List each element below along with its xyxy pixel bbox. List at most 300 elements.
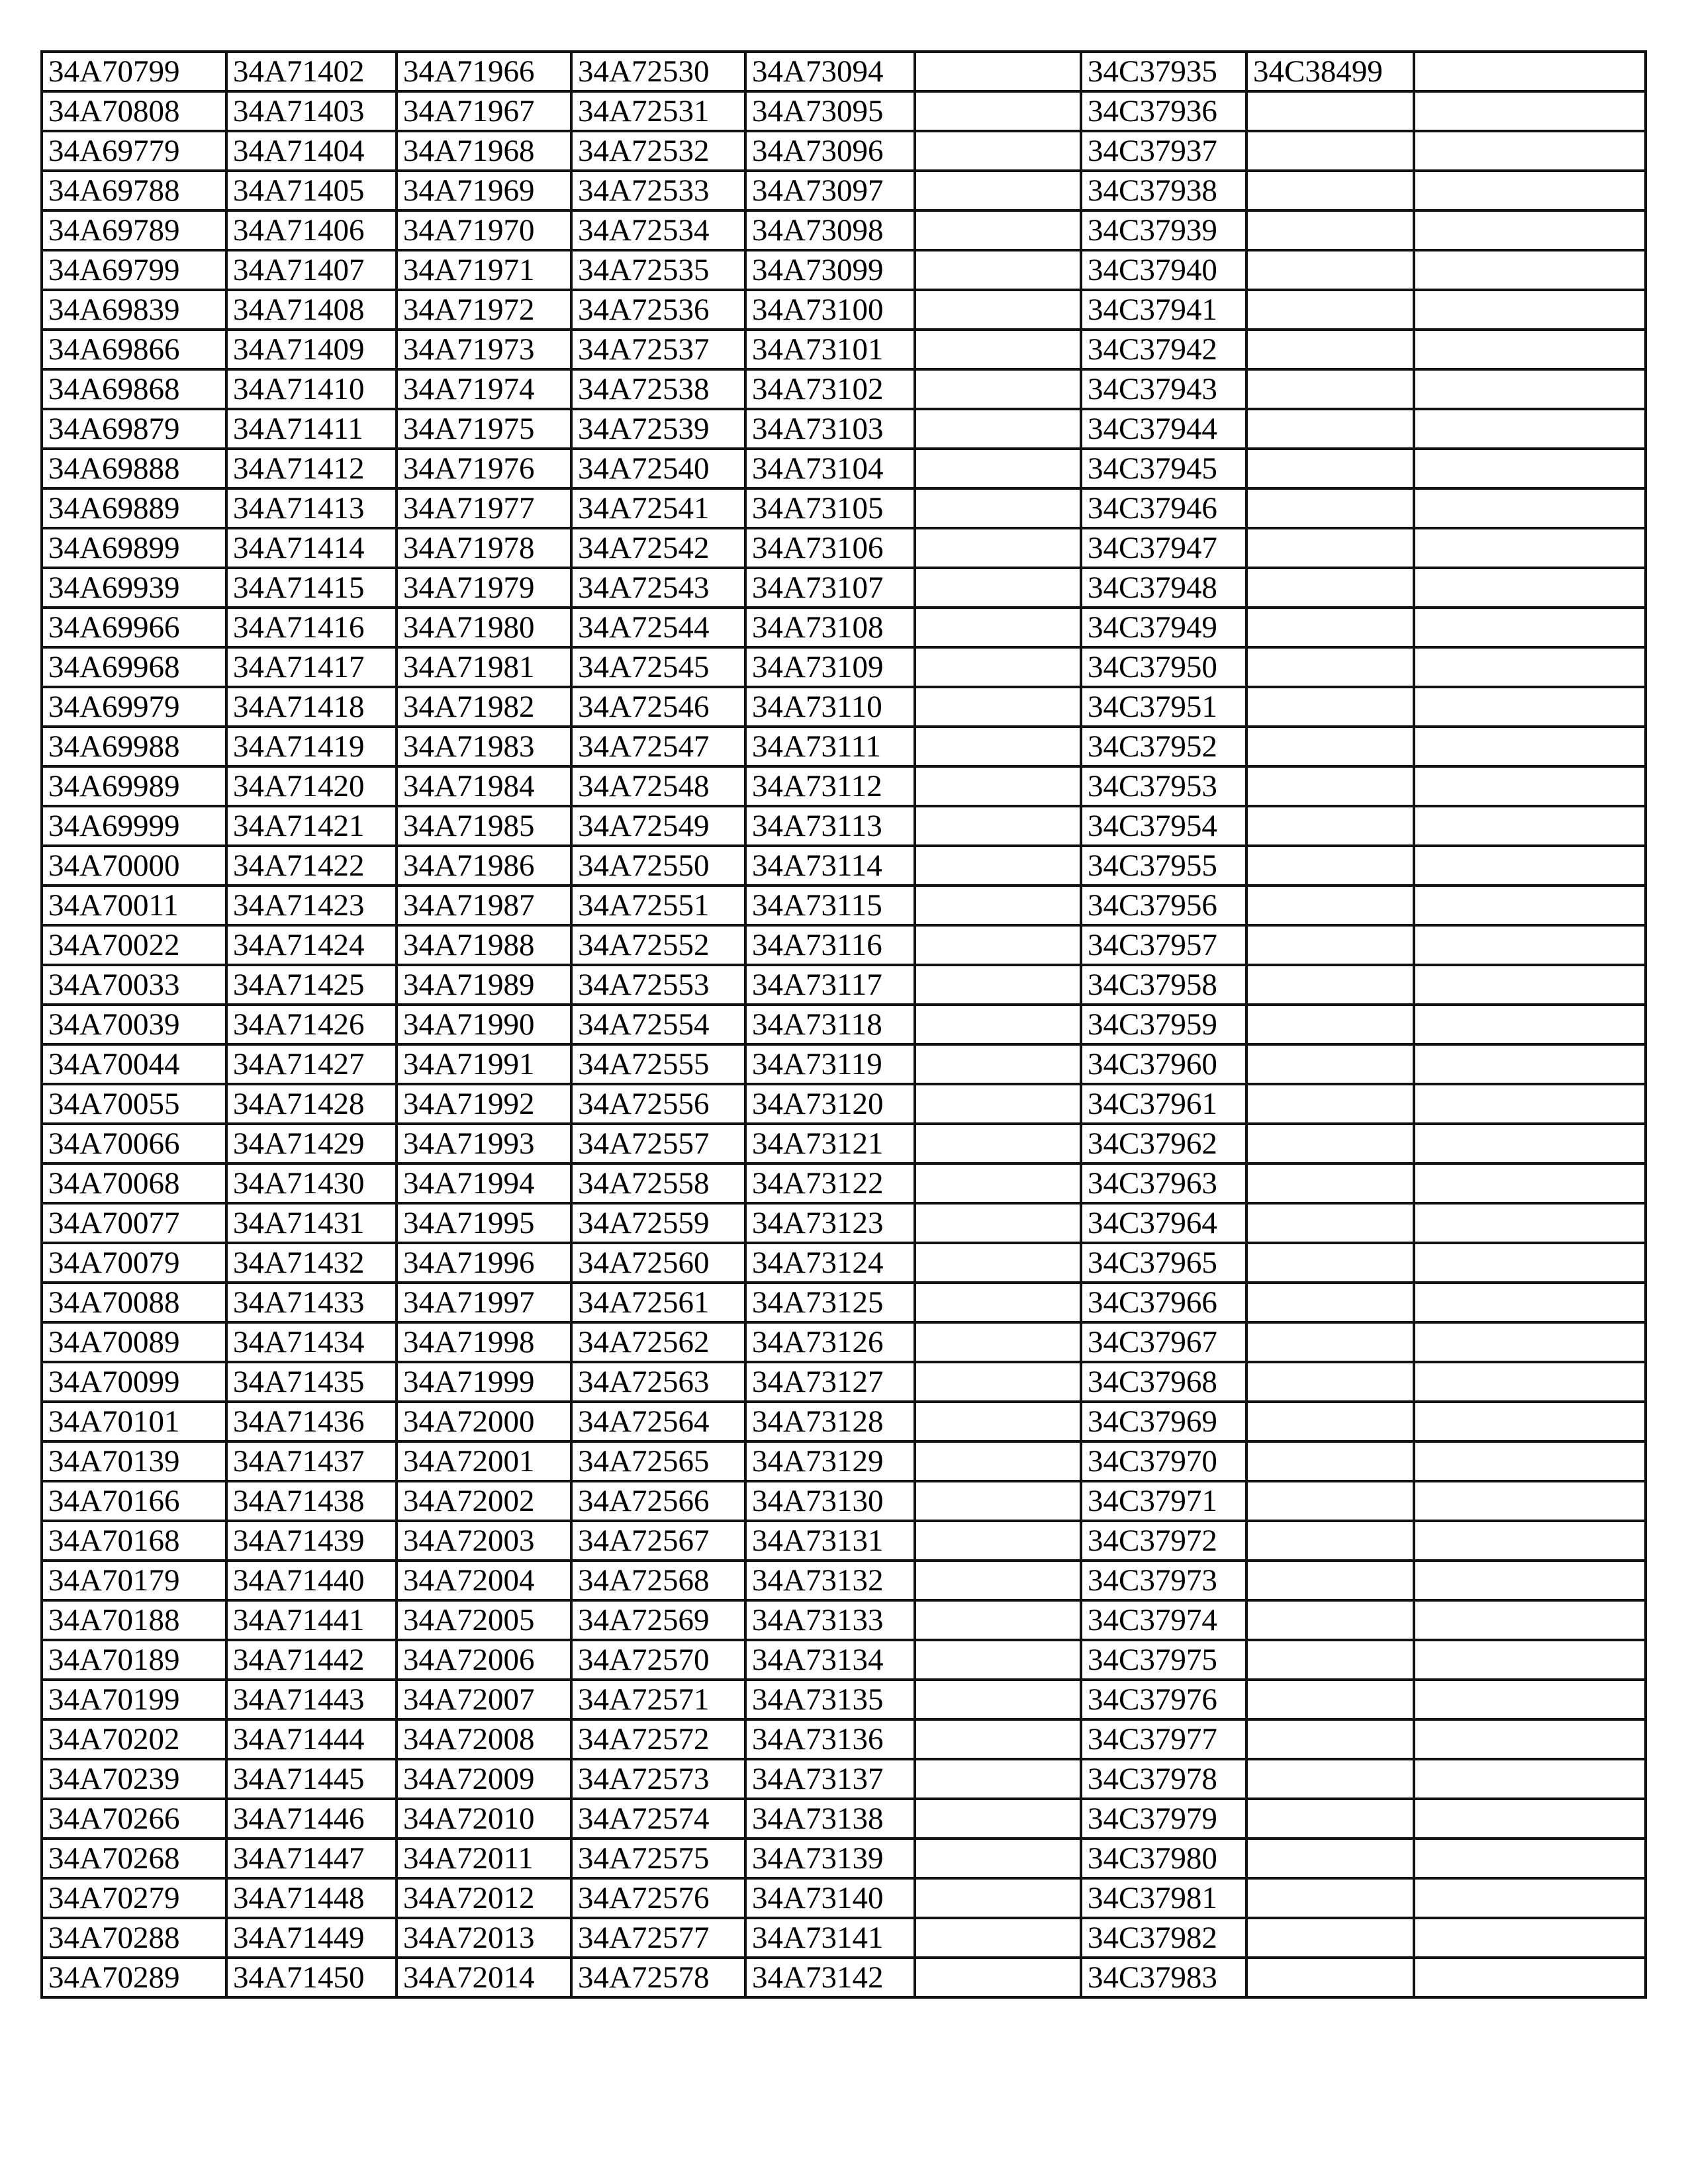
table-cell bbox=[1246, 1918, 1414, 1958]
table-cell bbox=[915, 1362, 1081, 1402]
table-cell: 34A73134 bbox=[745, 1640, 915, 1680]
table-cell: 34A70077 bbox=[42, 1203, 226, 1243]
table-cell bbox=[1246, 846, 1414, 886]
table-cell bbox=[915, 210, 1081, 250]
table-cell bbox=[915, 1044, 1081, 1084]
table-cell: 34A71439 bbox=[226, 1521, 397, 1561]
table-row bbox=[42, 210, 1646, 250]
table-row bbox=[42, 1640, 1646, 1680]
table-row bbox=[42, 647, 1646, 687]
table-cell: 34A71419 bbox=[226, 727, 397, 766]
table-cell: 34A72530 bbox=[571, 52, 745, 91]
table-cell: 34A72564 bbox=[571, 1402, 745, 1441]
table-cell: 34A73127 bbox=[745, 1362, 915, 1402]
table-cell: 34C37978 bbox=[1081, 1759, 1246, 1799]
table-cell bbox=[1246, 1799, 1414, 1839]
table-cell bbox=[1414, 1958, 1646, 1997]
table-cell: 34A71434 bbox=[226, 1322, 397, 1362]
table-cell bbox=[915, 131, 1081, 171]
table-cell bbox=[1414, 210, 1646, 250]
table-cell bbox=[1246, 449, 1414, 488]
table-row bbox=[42, 886, 1646, 925]
table-row bbox=[42, 1918, 1646, 1958]
table-cell: 34C37944 bbox=[1081, 409, 1246, 449]
table-cell bbox=[915, 925, 1081, 965]
table-cell: 34A72551 bbox=[571, 886, 745, 925]
table-cell: 34A71973 bbox=[397, 330, 571, 369]
table-row bbox=[42, 1958, 1646, 1997]
table-cell bbox=[1414, 131, 1646, 171]
table-row bbox=[42, 528, 1646, 568]
table-cell: 34A70179 bbox=[42, 1561, 226, 1600]
table-cell bbox=[1414, 290, 1646, 330]
table-cell: 34A72570 bbox=[571, 1640, 745, 1680]
table-cell bbox=[915, 369, 1081, 409]
table-cell bbox=[915, 1680, 1081, 1719]
table-cell bbox=[915, 1243, 1081, 1283]
table-cell: 34A73119 bbox=[745, 1044, 915, 1084]
table-cell: 34A73139 bbox=[745, 1839, 915, 1878]
table-row bbox=[42, 91, 1646, 131]
table-cell: 34A71421 bbox=[226, 806, 397, 846]
table-cell: 34A72005 bbox=[397, 1600, 571, 1640]
table-cell bbox=[915, 250, 1081, 290]
table-cell: 34A71981 bbox=[397, 647, 571, 687]
table-cell: 34A72541 bbox=[571, 488, 745, 528]
table-cell: 34A70022 bbox=[42, 925, 226, 965]
table-cell: 34C37946 bbox=[1081, 488, 1246, 528]
table-cell: 34A71431 bbox=[226, 1203, 397, 1243]
table-cell: 34C37982 bbox=[1081, 1918, 1246, 1958]
table-cell: 34A73104 bbox=[745, 449, 915, 488]
table-row bbox=[42, 1163, 1646, 1203]
table-cell: 34A72544 bbox=[571, 608, 745, 647]
table-cell: 34A71967 bbox=[397, 91, 571, 131]
table-cell: 34A72001 bbox=[397, 1441, 571, 1481]
table-cell: 34A73109 bbox=[745, 647, 915, 687]
table-cell: 34C37963 bbox=[1081, 1163, 1246, 1203]
table-cell: 34A70044 bbox=[42, 1044, 226, 1084]
table-cell: 34A71990 bbox=[397, 1005, 571, 1044]
table-cell: 34A71977 bbox=[397, 488, 571, 528]
table-row bbox=[42, 1362, 1646, 1402]
table-cell: 34A73110 bbox=[745, 687, 915, 727]
table-cell: 34A70268 bbox=[42, 1839, 226, 1878]
table-cell bbox=[1414, 1124, 1646, 1163]
table-cell bbox=[1246, 608, 1414, 647]
table-cell: 34C37977 bbox=[1081, 1719, 1246, 1759]
table-cell: 34A70288 bbox=[42, 1918, 226, 1958]
table-cell: 34C37949 bbox=[1081, 608, 1246, 647]
table-cell: 34C37941 bbox=[1081, 290, 1246, 330]
table-row bbox=[42, 1799, 1646, 1839]
table-cell bbox=[1246, 1441, 1414, 1481]
table-cell: 34A72534 bbox=[571, 210, 745, 250]
table-cell: 34A69968 bbox=[42, 647, 226, 687]
table-cell: 34A69779 bbox=[42, 131, 226, 171]
table-cell bbox=[915, 568, 1081, 608]
table-cell bbox=[1414, 766, 1646, 806]
table-cell: 34A71984 bbox=[397, 766, 571, 806]
table-cell bbox=[1414, 687, 1646, 727]
table-cell: 34A71444 bbox=[226, 1719, 397, 1759]
table-cell: 34A72572 bbox=[571, 1719, 745, 1759]
table-row bbox=[42, 369, 1646, 409]
table-row bbox=[42, 330, 1646, 369]
table-cell: 34A71422 bbox=[226, 846, 397, 886]
table-cell bbox=[1414, 1839, 1646, 1878]
table-cell: 34A70799 bbox=[42, 52, 226, 91]
table-cell: 34A73116 bbox=[745, 925, 915, 965]
table-cell bbox=[1414, 409, 1646, 449]
table-cell: 34A73118 bbox=[745, 1005, 915, 1044]
table-cell bbox=[1246, 330, 1414, 369]
table-cell bbox=[1246, 91, 1414, 131]
table-cell: 34A73126 bbox=[745, 1322, 915, 1362]
table-cell: 34C37955 bbox=[1081, 846, 1246, 886]
table-cell bbox=[915, 687, 1081, 727]
table-cell: 34A71978 bbox=[397, 528, 571, 568]
table-cell: 34A69866 bbox=[42, 330, 226, 369]
table-cell: 34A71987 bbox=[397, 886, 571, 925]
table-cell: 34A71420 bbox=[226, 766, 397, 806]
table-cell: 34A70808 bbox=[42, 91, 226, 131]
table-row bbox=[42, 171, 1646, 210]
table-cell: 34A73125 bbox=[745, 1283, 915, 1322]
table-cell: 34A73108 bbox=[745, 608, 915, 647]
table-body bbox=[42, 52, 1646, 1997]
table-cell: 34C37976 bbox=[1081, 1680, 1246, 1719]
table-cell: 34C37950 bbox=[1081, 647, 1246, 687]
table-cell: 34A69999 bbox=[42, 806, 226, 846]
table-row bbox=[42, 608, 1646, 647]
table-cell bbox=[1414, 488, 1646, 528]
table-cell: 34A71449 bbox=[226, 1918, 397, 1958]
table-cell: 34A72565 bbox=[571, 1441, 745, 1481]
table-cell: 34A73117 bbox=[745, 965, 915, 1005]
table-cell: 34C37943 bbox=[1081, 369, 1246, 409]
table-cell: 34A73100 bbox=[745, 290, 915, 330]
table-cell bbox=[1246, 1005, 1414, 1044]
table-cell: 34A69939 bbox=[42, 568, 226, 608]
table-cell: 34A70066 bbox=[42, 1124, 226, 1163]
table-cell: 34A71426 bbox=[226, 1005, 397, 1044]
table-cell bbox=[1414, 925, 1646, 965]
table-cell: 34C37939 bbox=[1081, 210, 1246, 250]
table-row bbox=[42, 1203, 1646, 1243]
table-cell bbox=[915, 330, 1081, 369]
table-cell: 34A73128 bbox=[745, 1402, 915, 1441]
table-cell: 34A71988 bbox=[397, 925, 571, 965]
table-cell bbox=[1414, 886, 1646, 925]
table-cell: 34A72006 bbox=[397, 1640, 571, 1680]
table-cell: 34A72002 bbox=[397, 1481, 571, 1521]
table-cell bbox=[1414, 1203, 1646, 1243]
table-cell bbox=[1246, 210, 1414, 250]
table-cell bbox=[1246, 409, 1414, 449]
table-cell bbox=[915, 1441, 1081, 1481]
table-cell bbox=[915, 886, 1081, 925]
table-cell bbox=[1414, 1044, 1646, 1084]
table-row bbox=[42, 1521, 1646, 1561]
table-cell bbox=[1246, 727, 1414, 766]
table-cell: 34A70168 bbox=[42, 1521, 226, 1561]
table-cell bbox=[1414, 1640, 1646, 1680]
table-cell bbox=[1414, 1441, 1646, 1481]
table-row bbox=[42, 1680, 1646, 1719]
table-cell: 34A73115 bbox=[745, 886, 915, 925]
table-cell: 34A72533 bbox=[571, 171, 745, 210]
table-cell bbox=[1246, 647, 1414, 687]
table-cell: 34A72014 bbox=[397, 1958, 571, 1997]
table-cell bbox=[1246, 1958, 1414, 1997]
table-cell: 34A73129 bbox=[745, 1441, 915, 1481]
table-cell: 34A70188 bbox=[42, 1600, 226, 1640]
table-cell: 34A72553 bbox=[571, 965, 745, 1005]
table-cell: 34A72548 bbox=[571, 766, 745, 806]
table-cell bbox=[915, 290, 1081, 330]
table-cell: 34A71417 bbox=[226, 647, 397, 687]
table-cell: 34A71968 bbox=[397, 131, 571, 171]
table-row bbox=[42, 1005, 1646, 1044]
table-cell bbox=[915, 488, 1081, 528]
table-cell: 34A72545 bbox=[571, 647, 745, 687]
table-cell: 34A72577 bbox=[571, 1918, 745, 1958]
table-cell bbox=[1246, 528, 1414, 568]
table-cell: 34A72558 bbox=[571, 1163, 745, 1203]
table-cell bbox=[1414, 608, 1646, 647]
table-cell: 34A72552 bbox=[571, 925, 745, 965]
table-cell: 34C37971 bbox=[1081, 1481, 1246, 1521]
table-cell bbox=[1414, 1283, 1646, 1322]
table-cell: 34C37948 bbox=[1081, 568, 1246, 608]
table-row bbox=[42, 1402, 1646, 1441]
table-cell bbox=[915, 1521, 1081, 1561]
table-cell bbox=[1246, 1839, 1414, 1878]
table-cell: 34C37961 bbox=[1081, 1084, 1246, 1124]
table-cell: 34A70202 bbox=[42, 1719, 226, 1759]
table-cell: 34C37970 bbox=[1081, 1441, 1246, 1481]
table-cell bbox=[1246, 568, 1414, 608]
table-cell bbox=[915, 1719, 1081, 1759]
table-cell: 34A71971 bbox=[397, 250, 571, 290]
table-cell: 34A70189 bbox=[42, 1640, 226, 1680]
table-cell: 34A72004 bbox=[397, 1561, 571, 1600]
table-cell: 34A71435 bbox=[226, 1362, 397, 1402]
table-row bbox=[42, 1719, 1646, 1759]
table-cell: 34C37938 bbox=[1081, 171, 1246, 210]
table-cell: 34C37936 bbox=[1081, 91, 1246, 131]
table-cell: 34A71974 bbox=[397, 369, 571, 409]
table-cell bbox=[1414, 727, 1646, 766]
table-cell bbox=[1246, 131, 1414, 171]
table-cell bbox=[915, 1124, 1081, 1163]
table-cell: 34A71438 bbox=[226, 1481, 397, 1521]
table-cell bbox=[915, 1005, 1081, 1044]
table-cell: 34A71416 bbox=[226, 608, 397, 647]
table-cell: 34A73101 bbox=[745, 330, 915, 369]
table-cell bbox=[1246, 965, 1414, 1005]
table-cell: 34A70139 bbox=[42, 1441, 226, 1481]
table-cell: 34A71448 bbox=[226, 1878, 397, 1918]
table-cell: 34A71982 bbox=[397, 687, 571, 727]
table-cell: 34A71411 bbox=[226, 409, 397, 449]
table-cell: 34C37979 bbox=[1081, 1799, 1246, 1839]
table-cell: 34A72538 bbox=[571, 369, 745, 409]
table-cell: 34A73135 bbox=[745, 1680, 915, 1719]
table-cell: 34A73103 bbox=[745, 409, 915, 449]
table-cell bbox=[915, 1958, 1081, 1997]
table-cell: 34A72540 bbox=[571, 449, 745, 488]
table-cell: 34A73133 bbox=[745, 1600, 915, 1640]
table-cell: 34A73105 bbox=[745, 488, 915, 528]
table-cell bbox=[1246, 1561, 1414, 1600]
table-cell bbox=[1414, 1600, 1646, 1640]
table-cell bbox=[915, 1163, 1081, 1203]
table-cell: 34A73098 bbox=[745, 210, 915, 250]
table-row bbox=[42, 1759, 1646, 1799]
table-cell bbox=[1246, 1283, 1414, 1322]
table-row bbox=[42, 1124, 1646, 1163]
table-cell bbox=[915, 1799, 1081, 1839]
table-cell: 34A71997 bbox=[397, 1283, 571, 1322]
table-cell bbox=[1414, 449, 1646, 488]
table-cell: 34A72562 bbox=[571, 1322, 745, 1362]
table-cell: 34A71424 bbox=[226, 925, 397, 965]
table-row bbox=[42, 1322, 1646, 1362]
table-row bbox=[42, 766, 1646, 806]
table-cell: 34A72010 bbox=[397, 1799, 571, 1839]
table-row bbox=[42, 806, 1646, 846]
table-cell: 34A72012 bbox=[397, 1878, 571, 1918]
table-cell bbox=[1414, 1163, 1646, 1203]
table-cell: 34A71998 bbox=[397, 1322, 571, 1362]
table-cell: 34C37967 bbox=[1081, 1322, 1246, 1362]
table-cell: 34C37972 bbox=[1081, 1521, 1246, 1561]
table-cell: 34C37964 bbox=[1081, 1203, 1246, 1243]
table-row bbox=[42, 1441, 1646, 1481]
table-cell: 34A69899 bbox=[42, 528, 226, 568]
table-cell bbox=[1246, 1243, 1414, 1283]
table-cell bbox=[915, 1481, 1081, 1521]
table-cell: 34A71996 bbox=[397, 1243, 571, 1283]
table-cell bbox=[915, 449, 1081, 488]
table-cell bbox=[1414, 1878, 1646, 1918]
table-cell: 34A70033 bbox=[42, 965, 226, 1005]
table-cell bbox=[1414, 1719, 1646, 1759]
table-cell: 34A71989 bbox=[397, 965, 571, 1005]
table-cell bbox=[1246, 1521, 1414, 1561]
table-cell: 34A72003 bbox=[397, 1521, 571, 1561]
table-cell bbox=[1246, 1719, 1414, 1759]
table-cell: 34A71979 bbox=[397, 568, 571, 608]
table-cell bbox=[1246, 290, 1414, 330]
table-cell bbox=[915, 409, 1081, 449]
table-cell: 34A73095 bbox=[745, 91, 915, 131]
table-cell: 34A72559 bbox=[571, 1203, 745, 1243]
table-cell: 34A72009 bbox=[397, 1759, 571, 1799]
table-cell: 34A72013 bbox=[397, 1918, 571, 1958]
table-cell: 34A72566 bbox=[571, 1481, 745, 1521]
table-cell bbox=[1246, 886, 1414, 925]
table-cell: 34C37983 bbox=[1081, 1958, 1246, 1997]
table-cell: 34A69799 bbox=[42, 250, 226, 290]
table-cell: 34A69839 bbox=[42, 290, 226, 330]
table-cell: 34A72531 bbox=[571, 91, 745, 131]
table-cell: 34A72554 bbox=[571, 1005, 745, 1044]
table-cell bbox=[1414, 171, 1646, 210]
table-cell: 34A70099 bbox=[42, 1362, 226, 1402]
table-cell: 34C37957 bbox=[1081, 925, 1246, 965]
table-cell: 34A72573 bbox=[571, 1759, 745, 1799]
table-cell: 34A72575 bbox=[571, 1839, 745, 1878]
table-cell: 34A70266 bbox=[42, 1799, 226, 1839]
table-cell bbox=[1414, 250, 1646, 290]
table-cell: 34A70068 bbox=[42, 1163, 226, 1203]
table-cell: 34A70239 bbox=[42, 1759, 226, 1799]
table-cell: 34A72546 bbox=[571, 687, 745, 727]
table-row bbox=[42, 925, 1646, 965]
table-cell: 34A70055 bbox=[42, 1084, 226, 1124]
table-cell bbox=[1414, 330, 1646, 369]
table-cell: 34A73121 bbox=[745, 1124, 915, 1163]
table-cell bbox=[1414, 806, 1646, 846]
table-cell bbox=[915, 647, 1081, 687]
table-cell: 34A71436 bbox=[226, 1402, 397, 1441]
table-cell bbox=[915, 1322, 1081, 1362]
table-cell: 34A72563 bbox=[571, 1362, 745, 1402]
table-row bbox=[42, 449, 1646, 488]
table-cell: 34C37942 bbox=[1081, 330, 1246, 369]
table-cell bbox=[1414, 1084, 1646, 1124]
table-cell: 34A71425 bbox=[226, 965, 397, 1005]
table-cell: 34A72571 bbox=[571, 1680, 745, 1719]
table-cell: 34A73142 bbox=[745, 1958, 915, 1997]
table-cell: 34A72007 bbox=[397, 1680, 571, 1719]
table-cell bbox=[915, 1402, 1081, 1441]
table-cell bbox=[915, 1203, 1081, 1243]
table-cell bbox=[1246, 1481, 1414, 1521]
table-cell: 34A72532 bbox=[571, 131, 745, 171]
table-cell: 34A72535 bbox=[571, 250, 745, 290]
table-cell: 34A73096 bbox=[745, 131, 915, 171]
table-cell: 34A71432 bbox=[226, 1243, 397, 1283]
table-cell: 34A70079 bbox=[42, 1243, 226, 1283]
table-cell: 34A71406 bbox=[226, 210, 397, 250]
table-cell: 34C37959 bbox=[1081, 1005, 1246, 1044]
table-cell bbox=[1246, 369, 1414, 409]
table-cell: 34A72537 bbox=[571, 330, 745, 369]
table-cell bbox=[915, 1640, 1081, 1680]
table-cell: 34A72549 bbox=[571, 806, 745, 846]
table-row bbox=[42, 250, 1646, 290]
table-cell: 34C37958 bbox=[1081, 965, 1246, 1005]
table-cell: 34A71985 bbox=[397, 806, 571, 846]
table-cell: 34A71403 bbox=[226, 91, 397, 131]
table-cell: 34A73111 bbox=[745, 727, 915, 766]
table-cell: 34C37962 bbox=[1081, 1124, 1246, 1163]
table-cell: 34A69989 bbox=[42, 766, 226, 806]
table-cell: 34A73113 bbox=[745, 806, 915, 846]
table-cell: 34A72011 bbox=[397, 1839, 571, 1878]
table-cell bbox=[915, 171, 1081, 210]
table-cell: 34A69788 bbox=[42, 171, 226, 210]
table-cell: 34C37973 bbox=[1081, 1561, 1246, 1600]
table-cell: 34A72568 bbox=[571, 1561, 745, 1600]
table-cell: 34A71966 bbox=[397, 52, 571, 91]
table-cell: 34C37980 bbox=[1081, 1839, 1246, 1878]
table-row bbox=[42, 1878, 1646, 1918]
